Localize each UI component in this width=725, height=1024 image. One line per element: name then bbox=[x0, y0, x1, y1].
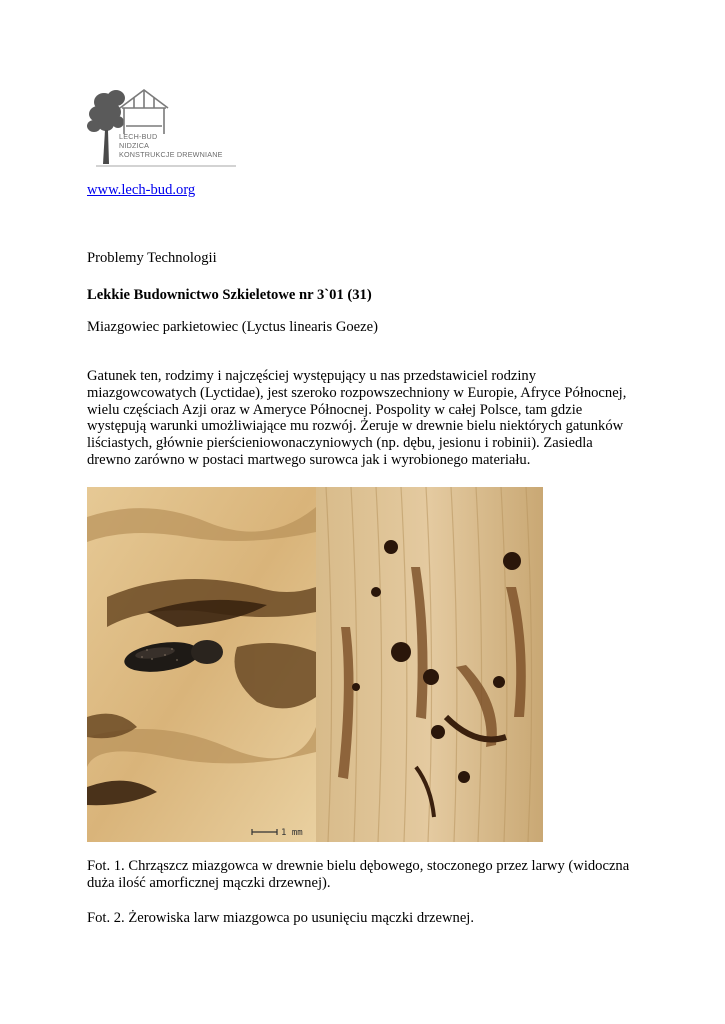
logo-line-2: NIDZICA bbox=[119, 141, 150, 150]
body-paragraph bbox=[87, 368, 647, 469]
photo-beetle-in-wood bbox=[87, 487, 316, 842]
website-link[interactable]: www.lech-bud.org bbox=[87, 182, 196, 198]
logo-line-3: KONSTRUKCJE DREWNIANE bbox=[119, 150, 223, 159]
body-line: miazgowcowatych (Lyctidae), jest szeroko rozpowszechniony w Europie, Afryce Północnej, bbox=[87, 384, 627, 401]
body-line: Gatunek ten, rodzimy i najczęściej występujący u nas przedstawiciel rodziny bbox=[87, 368, 537, 384]
caption-photo-1 bbox=[87, 858, 629, 892]
section-title: Problemy Technologii bbox=[87, 250, 217, 266]
body-line: liściastych, głównie pierścieniowonaczyniowych (np. dębu, jesionu i robinii). Zasiedla bbox=[87, 435, 593, 452]
body-line: występują warunki umożliwiające mu rozwój. Żeruje w drewnie bielu niektórych gatunków bbox=[87, 418, 624, 435]
caption-1-line-2: duża ilość amorficznej mączki drzewnej). bbox=[87, 874, 331, 891]
company-logo bbox=[86, 86, 246, 170]
species-title: Miazgowiec parkietowiec (Lyctus linearis Goeze) bbox=[87, 319, 378, 335]
logo-line-1: LECH-BUD bbox=[119, 132, 158, 141]
article-title: Lekkie Budownictwo Szkieletowe nr 3`01 (31) bbox=[87, 287, 372, 303]
caption-2-line-1: Fot. 2. Żerowiska larw miazgowca po usunięciu mączki drzewnej. bbox=[87, 910, 475, 926]
photo-larval-galleries bbox=[316, 487, 543, 842]
caption-photo-2 bbox=[87, 910, 474, 927]
body-line: drewno zarówno w postaci martwego surowca jak i wyrobionego materiału. bbox=[87, 451, 531, 468]
scale-bar-label: 1 mm bbox=[281, 828, 303, 838]
body-line: wielu częściach Azji oraz w Ameryce Północnej. Pospolity w całej Polsce, tam gdzie bbox=[87, 401, 583, 418]
caption-1-line-1: Fot. 1. Chrząszcz miazgowca w drewnie bielu dębowego, stoczonego przez larwy (widoczna bbox=[87, 858, 630, 874]
